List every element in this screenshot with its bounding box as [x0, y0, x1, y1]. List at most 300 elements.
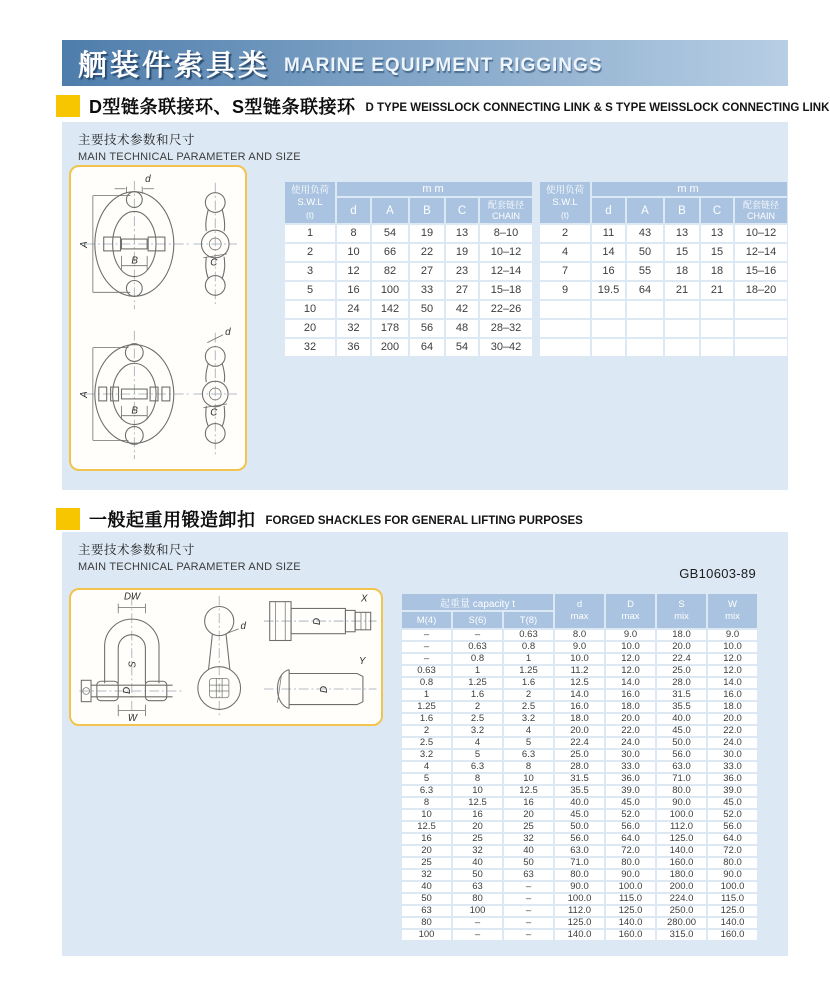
col-line2: max	[570, 611, 589, 622]
param-label-zh: 主要技术参数和尺寸	[78, 133, 196, 147]
table-cell	[701, 320, 733, 337]
table-cell: 6.3	[453, 762, 502, 772]
table-cell: 63	[402, 906, 451, 916]
table-cell: –	[504, 918, 553, 928]
table-row	[402, 858, 757, 868]
table-row	[402, 750, 757, 760]
table-cell: 15–18	[480, 282, 532, 299]
table-row	[285, 225, 532, 242]
table-cell: 31.5	[657, 690, 706, 700]
table-cell: 5	[453, 750, 502, 760]
table-cell: 16.0	[606, 690, 655, 700]
table-cell: 45.0	[708, 798, 757, 808]
table-cell: 1.6	[453, 690, 502, 700]
table-cell: 1	[453, 666, 502, 676]
table-cell: 33.0	[708, 762, 757, 772]
table-cell: 12.0	[708, 666, 757, 676]
table-cell: 12–14	[480, 263, 532, 280]
table-cell: 15–16	[735, 263, 787, 280]
table-cell: 30.0	[606, 750, 655, 760]
table-cell: 63.0	[555, 846, 604, 856]
table-cell: 45.0	[657, 726, 706, 736]
table-cell: 20.0	[657, 642, 706, 652]
section1-param-label	[78, 130, 301, 163]
table-cell: 24	[337, 301, 370, 318]
table-cell: 100	[453, 906, 502, 916]
table-cell	[540, 320, 590, 337]
table-cell: 1	[402, 690, 451, 700]
table-cell	[592, 320, 625, 337]
table-cell: 50	[627, 244, 663, 261]
table-row	[402, 774, 757, 784]
table-cell	[540, 301, 590, 318]
table-row	[540, 263, 787, 280]
table-cell: 100.0	[708, 882, 757, 892]
table-cell: 16	[592, 263, 625, 280]
table-cell: 100	[402, 930, 451, 940]
table-cell: 16	[453, 810, 502, 820]
col-line1: W	[728, 599, 737, 610]
table-cell: 140.0	[606, 918, 655, 928]
table-cell: 54	[372, 225, 408, 242]
table-cell: 12.5	[504, 786, 553, 796]
table-cell: 142	[372, 301, 408, 318]
table-cell: 4	[540, 244, 590, 261]
table-cell: 125.0	[606, 906, 655, 916]
table-cell: 20.0	[606, 714, 655, 724]
table-cell: 40.0	[657, 714, 706, 724]
col-C: C	[446, 198, 478, 223]
table-cell: –	[504, 930, 553, 940]
table-cell: 25	[402, 858, 451, 868]
table-cell: 80	[453, 894, 502, 904]
table-cell: 19.5	[592, 282, 625, 299]
table-cell: 8–10	[480, 225, 532, 242]
table-cell	[627, 301, 663, 318]
table-cell: –	[504, 906, 553, 916]
table-cell: 66	[372, 244, 408, 261]
table-cell: 224.0	[657, 894, 706, 904]
dim-label: A	[78, 391, 90, 398]
table-cell: 22.4	[555, 738, 604, 748]
table-cell: 54	[446, 339, 478, 356]
table-cell: 0.63	[453, 642, 502, 652]
table-cell: 7	[540, 263, 590, 280]
table-cell: 0.8	[402, 678, 451, 688]
dim-label: d	[225, 326, 231, 338]
table-cell: 80	[402, 918, 451, 928]
table-cell: 24.0	[606, 738, 655, 748]
table-cell: 12.0	[606, 654, 655, 664]
table-row	[285, 301, 532, 318]
dim-label: S	[127, 661, 139, 668]
section2-heading	[56, 507, 583, 531]
section2-title-zh: 一般起重用锻造卸扣	[89, 510, 256, 530]
table-cell: 24.0	[708, 738, 757, 748]
table-cell: 13	[446, 225, 478, 242]
table-cell	[701, 301, 733, 318]
table-cell: 32	[453, 846, 502, 856]
table-cell: 63	[453, 882, 502, 892]
col-line1: D	[627, 599, 634, 610]
chain-zh: 配套链径	[742, 199, 779, 210]
table-cell: 40	[402, 882, 451, 892]
table-cell: 90.0	[606, 870, 655, 880]
table-cell: 125.0	[708, 906, 757, 916]
table-cell: 1.6	[402, 714, 451, 724]
table-cell: 115.0	[708, 894, 757, 904]
table-cell: –	[402, 654, 451, 664]
swl-header	[540, 182, 590, 223]
table-cell: –	[402, 642, 451, 652]
table-cell: 19	[446, 244, 478, 261]
table-cell: 4	[504, 726, 553, 736]
table-row	[402, 930, 757, 940]
table-cell: 30–42	[480, 339, 532, 356]
col-line2: mix	[725, 611, 740, 622]
table-cell: 4	[453, 738, 502, 748]
table-cell: 8	[453, 774, 502, 784]
table-cell: 160.0	[606, 930, 655, 940]
table-cell: 36.0	[606, 774, 655, 784]
table-cell: 90.0	[657, 798, 706, 808]
table-cell: 35.5	[555, 786, 604, 796]
table-cell: 12.0	[708, 654, 757, 664]
mm-header: mm	[337, 182, 532, 196]
table-cell: 28–32	[480, 320, 532, 337]
table-cell: 3	[285, 263, 335, 280]
section2-title-en: FORGED SHACKLES FOR GENERAL LIFTING PURPOSES	[265, 514, 583, 527]
dim-label: d	[240, 620, 246, 632]
table-cell: 160.0	[708, 930, 757, 940]
table-cell: 64.0	[708, 834, 757, 844]
table-cell: 2	[504, 690, 553, 700]
swl-unit: (t)	[305, 209, 315, 220]
table-row	[402, 894, 757, 904]
table-cell: 22.0	[708, 726, 757, 736]
table-row	[285, 244, 532, 261]
table-cell: 25	[453, 834, 502, 844]
dim-label: W	[127, 713, 138, 724]
table-cell: 0.8	[453, 654, 502, 664]
table-cell: 16.0	[555, 702, 604, 712]
table-cell: 64	[410, 339, 444, 356]
table-cell: 82	[372, 263, 408, 280]
table-cell: 50	[410, 301, 444, 318]
table-cell: 8	[402, 798, 451, 808]
table-cell: 45.0	[555, 810, 604, 820]
table-cell: 63.0	[657, 762, 706, 772]
table-cell: 5	[504, 738, 553, 748]
col-S-mix	[657, 594, 706, 628]
table-cell: 1.25	[402, 702, 451, 712]
col-C: C	[701, 198, 733, 223]
chain-en: CHAIN	[491, 210, 520, 221]
table-row	[402, 846, 757, 856]
table-row	[402, 666, 757, 676]
table-cell: 20	[285, 320, 335, 337]
table-cell: 36	[337, 339, 370, 356]
section1-block	[62, 122, 788, 490]
table-row	[540, 244, 787, 261]
table-cell: 16.0	[708, 690, 757, 700]
col-line1: S	[678, 599, 685, 610]
table-cell: 56.0	[555, 834, 604, 844]
table-cell: 19	[410, 225, 444, 242]
table-cell: 22	[410, 244, 444, 261]
section1-heading	[56, 94, 829, 118]
table-cell: 64	[627, 282, 663, 299]
table-cell: 10	[402, 810, 451, 820]
table-cell: 32	[504, 834, 553, 844]
table-cell: 40	[504, 846, 553, 856]
param-label-en: MAIN TECHNICAL PARAMETER AND SIZE	[78, 561, 301, 573]
d-type-link-drawing	[71, 167, 245, 317]
table-cell: 18.0	[657, 630, 706, 640]
table-cell: 56	[410, 320, 444, 337]
table-cell: 10	[337, 244, 370, 261]
table-cell: 12–14	[735, 244, 787, 261]
table-row	[402, 714, 757, 724]
table-cell: 20.0	[555, 726, 604, 736]
table-cell: 20	[504, 810, 553, 820]
table-cell: 30.0	[708, 750, 757, 760]
col-line2: max	[621, 611, 640, 622]
table-row	[540, 339, 787, 356]
table-row	[402, 906, 757, 916]
table-cell	[665, 339, 699, 356]
table-row	[402, 834, 757, 844]
table-cell: 14.0	[555, 690, 604, 700]
table-cell: 90.0	[555, 882, 604, 892]
table-cell: 27	[410, 263, 444, 280]
table-cell: 72.0	[708, 846, 757, 856]
table-cell: 36.0	[708, 774, 757, 784]
page-banner	[62, 40, 788, 86]
section2-param-label	[78, 540, 301, 573]
section1-title-zh: D型链条联接环、S型链条联接环	[89, 97, 356, 117]
table-cell: 10	[504, 774, 553, 784]
table-cell: 125.0	[657, 834, 706, 844]
table-cell: 90.0	[708, 870, 757, 880]
table-cell: 52.0	[708, 810, 757, 820]
table-cell: 50	[453, 870, 502, 880]
table-cell: 13	[665, 225, 699, 242]
standard-number: GB10603-89	[679, 566, 756, 581]
col-line1: d	[576, 599, 583, 610]
table-cell: 10	[285, 301, 335, 318]
table-cell: 160.0	[657, 858, 706, 868]
table-cell: 100	[372, 282, 408, 299]
d-type-link-table	[283, 180, 534, 358]
table-cell: 0.8	[504, 642, 553, 652]
s-type-link-table	[538, 180, 789, 358]
dim-label: Y	[359, 655, 366, 667]
table-cell: 18.0	[606, 702, 655, 712]
table-cell: 56.0	[606, 822, 655, 832]
col-M4: M(4)	[402, 612, 451, 628]
table-row	[285, 339, 532, 356]
table-cell: 5	[402, 774, 451, 784]
yellow-bullet-icon	[56, 95, 80, 117]
table-cell: 9	[540, 282, 590, 299]
table-cell: 71.0	[555, 858, 604, 868]
table-cell: 100.0	[555, 894, 604, 904]
swl-zh: 使用负荷	[545, 184, 584, 196]
dim-label: C	[210, 407, 218, 419]
table-cell: 10–12	[480, 244, 532, 261]
table-cell: 71.0	[657, 774, 706, 784]
dim-label: C	[210, 257, 218, 269]
table-row	[540, 320, 787, 337]
table-cell: 56.0	[708, 822, 757, 832]
table-cell: 40.0	[555, 798, 604, 808]
table-cell: 2	[540, 225, 590, 242]
table-cell: 280.00	[657, 918, 706, 928]
dim-label: X	[360, 593, 368, 605]
table-cell	[540, 339, 590, 356]
table-cell: 72.0	[606, 846, 655, 856]
table-cell: 16	[504, 798, 553, 808]
table-row	[402, 738, 757, 748]
table-cell: 25.0	[555, 750, 604, 760]
table-cell: 100.0	[606, 882, 655, 892]
table-row	[402, 690, 757, 700]
table-cell: 140.0	[657, 846, 706, 856]
table-cell: 14	[592, 244, 625, 261]
table-cell: 16	[337, 282, 370, 299]
table-cell: 115.0	[606, 894, 655, 904]
table-cell: 11	[592, 225, 625, 242]
chain-header	[480, 198, 532, 223]
table-cell: 12.5	[453, 798, 502, 808]
dim-label: d	[145, 173, 151, 185]
table-cell: 10.0	[708, 642, 757, 652]
table-cell: 43	[627, 225, 663, 242]
table-cell: –	[453, 930, 502, 940]
table-row	[402, 798, 757, 808]
table-row	[402, 822, 757, 832]
table-cell	[592, 339, 625, 356]
banner-title-en: MARINE EQUIPMENT RIGGINGS	[284, 55, 603, 76]
col-A: A	[627, 198, 663, 223]
chain-zh: 配套链径	[487, 199, 524, 210]
col-W-mix	[708, 594, 757, 628]
table-cell	[735, 339, 787, 356]
table-cell: 6.3	[402, 786, 451, 796]
table-cell: 8	[504, 762, 553, 772]
table-row	[540, 282, 787, 299]
table-cell: 14.0	[708, 678, 757, 688]
swl-header	[285, 182, 335, 223]
dim-label: DW	[124, 591, 141, 603]
table-cell: 2.5	[453, 714, 502, 724]
swl-en: S.W.L	[297, 196, 323, 208]
table-cell: 2	[402, 726, 451, 736]
table-cell: 2	[453, 702, 502, 712]
table-cell	[735, 301, 787, 318]
table-cell: 0.63	[402, 666, 451, 676]
table-row	[402, 726, 757, 736]
table-cell: 33	[410, 282, 444, 299]
table-row	[402, 918, 757, 928]
table-cell: 12.5	[555, 678, 604, 688]
table-cell: 50	[504, 858, 553, 868]
table-cell: 18.0	[708, 702, 757, 712]
table-cell: 1.25	[504, 666, 553, 676]
table-row	[402, 630, 757, 640]
table-cell: 112.0	[555, 906, 604, 916]
table-cell: 0.63	[504, 630, 553, 640]
section1-title-en: D TYPE WEISSLOCK CONNECTING LINK & S TYPE WEISSLOCK CONNECTING LINK	[365, 101, 830, 114]
table-cell: 15	[701, 244, 733, 261]
table-cell: 18–20	[735, 282, 787, 299]
shackle-drawing	[71, 590, 381, 724]
table-cell: 16	[402, 834, 451, 844]
table-cell: –	[453, 630, 502, 640]
table-cell: 2.5	[402, 738, 451, 748]
col-T8: T(8)	[504, 612, 553, 628]
table-cell: 21	[701, 282, 733, 299]
table-cell: 12.5	[402, 822, 451, 832]
table-cell: 315.0	[657, 930, 706, 940]
table-cell	[592, 301, 625, 318]
table-cell: 9.0	[555, 642, 604, 652]
table-cell: 5	[285, 282, 335, 299]
s-type-link-drawing	[71, 317, 245, 467]
table-cell: 31.5	[555, 774, 604, 784]
dim-label: B	[131, 405, 138, 417]
table-cell: 2	[285, 244, 335, 261]
table-cell: 3.2	[402, 750, 451, 760]
table-cell: 32	[337, 320, 370, 337]
dim-label: A	[78, 241, 90, 248]
table-row	[402, 882, 757, 892]
table-cell: 39.0	[606, 786, 655, 796]
table-body	[402, 630, 757, 940]
swl-zh: 使用负荷	[290, 184, 329, 196]
table-row	[540, 301, 787, 318]
table-cell: 3.2	[453, 726, 502, 736]
table-cell: 20	[402, 846, 451, 856]
table-cell: 23	[446, 263, 478, 280]
table-cell: 3.2	[504, 714, 553, 724]
param-label-en: MAIN TECHNICAL PARAMETER AND SIZE	[78, 151, 301, 163]
table-cell	[627, 339, 663, 356]
table-cell: 140.0	[708, 918, 757, 928]
table-cell: 50.0	[555, 822, 604, 832]
table-row	[540, 225, 787, 242]
shackle-drawing-box	[69, 588, 383, 726]
table-cell: 22.4	[657, 654, 706, 664]
table-row	[402, 702, 757, 712]
table-cell: 32	[402, 870, 451, 880]
table-cell: –	[402, 630, 451, 640]
table-cell: 112.0	[657, 822, 706, 832]
col-B: B	[665, 198, 699, 223]
table-cell: 10–12	[735, 225, 787, 242]
table-body	[285, 225, 532, 356]
table-cell	[665, 320, 699, 337]
table-cell: 14.0	[606, 678, 655, 688]
dim-label: D	[312, 617, 324, 625]
table-cell: 20.0	[708, 714, 757, 724]
col-A: A	[372, 198, 408, 223]
table-cell: 50	[402, 894, 451, 904]
table-row	[285, 263, 532, 280]
table-body	[540, 225, 787, 356]
table-cell: 42	[446, 301, 478, 318]
